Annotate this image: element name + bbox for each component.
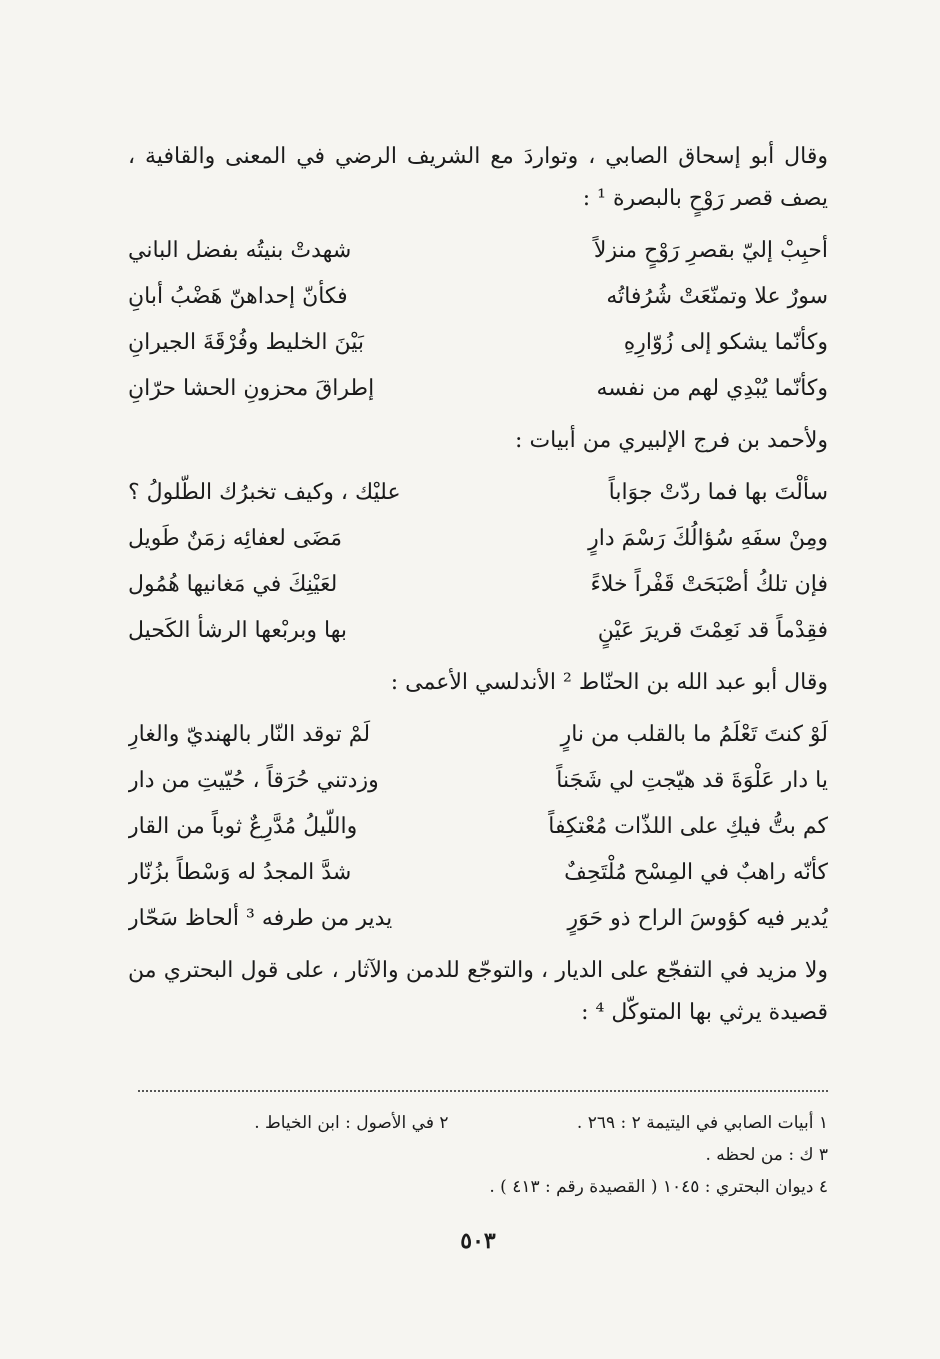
- outro-paragraph-buhturi: ولا مزيد في التفجّع على الديار ، والتوجّع للدمن والآثار ، على قول البحتري من قصيدة يرثي بها المتوكّل ⁴ :: [128, 958, 828, 1025]
- verse-second-hemistich: بَيْنَ الخليط وفُرْقَةَ الجيرانِ: [128, 330, 364, 355]
- footnote-divider: [138, 1090, 828, 1092]
- verse-second-hemistich: شدَّ المجدُ له وَسْطاً بزُنّار: [128, 860, 352, 885]
- footnote-row: [138, 1107, 828, 1139]
- verse-second-hemistich: مَضَى لعفائِه زمَنٌ طَويل: [128, 526, 343, 551]
- verse-line: [128, 228, 828, 274]
- footnote-4: ٤ ديوان البحتري : ١٠٤٥ ( القصيدة رقم : ٤١٣ ) .: [489, 1177, 828, 1197]
- verse-first-hemistich: فقِدْماً قد نَعِمْتَ قريرَ عَيْنٍ: [597, 618, 828, 643]
- page-number: ٥٠٣: [460, 1228, 496, 1254]
- verse-line: [128, 850, 828, 896]
- verse-second-hemistich: بها وبربْعها الرشأ الكَحيل: [128, 618, 347, 643]
- verse-line: [128, 320, 828, 366]
- footnotes: [138, 1107, 828, 1203]
- poem-ilbiri: [128, 470, 828, 654]
- verse-first-hemistich: كم بتُّ فيكِ على اللذّات مُعْتكِفاً: [548, 814, 828, 839]
- verse-first-hemistich: سألْتَ بها فما ردّتْ جوَاباً: [608, 480, 828, 505]
- verse-first-hemistich: فإن تلكُ أصْبَحَتْ قَفْراً خلاءً: [590, 572, 828, 597]
- intro-paragraph-sabi: وقال أبو إسحاق الصابي ، وتواردَ مع الشريف الرضي في المعنى والقافية ، يصف قصر رَوْحٍ بالبصرة ¹ :: [128, 144, 828, 211]
- intro-line-ilbiri: ولأحمد بن فرج الإلبيري من أبيات :: [515, 428, 828, 453]
- verse-first-hemistich: سورٌ علا وتمنّعَتْ شُرُفاتُه: [606, 284, 828, 309]
- verse-second-hemistich: عليْك ، وكيف تخبرُك الطّلولُ ؟: [128, 480, 401, 505]
- verse-first-hemistich: كأنّه راهبٌ في المِسْح مُلْتَحِفٌ: [564, 860, 828, 885]
- verse-second-hemistich: وزدتني حُرَقاً ، حُيّيتِ من دار: [128, 768, 379, 793]
- poem-sabi: [128, 228, 828, 412]
- verse-line: [128, 562, 828, 608]
- verse-second-hemistich: يدير من طرفه ³ ألحاظ سَحّار: [128, 906, 393, 931]
- page-body: [128, 132, 828, 1312]
- intro-line-hannat: وقال أبو عبد الله بن الحنّاط ² الأندلسي الأعمى :: [390, 670, 828, 695]
- verse-second-hemistich: شهدتْ بنيتُه بفضل الباني: [128, 238, 352, 263]
- footnote-2: ٢ في الأصول : ابن الخياط .: [254, 1113, 449, 1133]
- verse-first-hemistich: أحبِبْ إليّ بقصرِ رَوْحٍ منزلاً: [593, 238, 828, 263]
- verse-line: [128, 516, 828, 562]
- verse-first-hemistich: يُدير فيه كؤوسَ الراح ذو حَوَرٍ: [567, 906, 828, 931]
- verse-second-hemistich: فكأنّ إحداهنّ هَضْبُ أبانِ: [128, 284, 348, 309]
- footnote-3: ٣ ك : من لحظه .: [705, 1145, 828, 1165]
- verse-line: [128, 758, 828, 804]
- verse-line: [128, 274, 828, 320]
- verse-second-hemistich: واللّيلُ مُدَّرِعٌ ثوباً من القار: [128, 814, 358, 839]
- verse-first-hemistich: وكأنّما يشكو إلى زُوّارِهِ: [623, 330, 828, 355]
- verse-first-hemistich: لَوْ كنتَ تَعْلَمُ ما بالقلب من نارٍ: [560, 722, 828, 747]
- verse-first-hemistich: وكأنّما يُبْدِي لهم من نفسه: [596, 376, 828, 401]
- verse-line: [128, 804, 828, 850]
- verse-line: [128, 366, 828, 412]
- verse-second-hemistich: لَمْ توقد النّار بالهنديّ والغارِ: [128, 722, 371, 747]
- verse-second-hemistich: إطراقَ محزونِ الحشا حرّانِ: [128, 376, 375, 401]
- poem-hannat: [128, 712, 828, 942]
- verse-first-hemistich: ومِنْ سفَهِ سُؤالُكَ رَسْمَ دارٍ: [588, 526, 828, 551]
- verse-line: [128, 470, 828, 516]
- verse-first-hemistich: يا دار عَلْوَةَ قد هيّجتِ لي شَجَناً: [556, 768, 828, 793]
- verse-second-hemistich: لعَيْنِكَ في مَغانيها هُمُول: [128, 572, 338, 597]
- footnote-1: ١ أبيات الصابي في اليتيمة ٢ : ٢٦٩ .: [576, 1113, 828, 1133]
- verse-line: [128, 608, 828, 654]
- verse-line: [128, 712, 828, 758]
- verse-line: [128, 896, 828, 942]
